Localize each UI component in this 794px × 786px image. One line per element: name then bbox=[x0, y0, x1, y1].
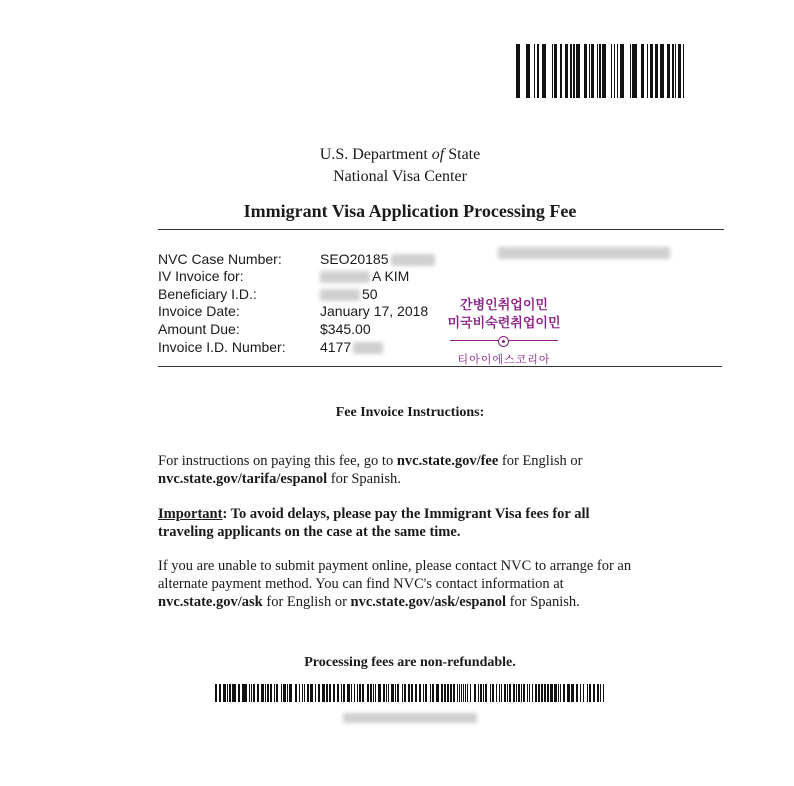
barcode-bar bbox=[535, 684, 537, 702]
barcode-bar bbox=[308, 684, 309, 702]
barcode-bar bbox=[660, 44, 664, 98]
barcode-bar bbox=[499, 684, 500, 702]
field-value: $345.00 bbox=[320, 321, 371, 337]
barcode-bar bbox=[430, 684, 431, 702]
para-text: If you are unable to submit payment online, please contact NVC to arrange for an alternate payment method. You can find NVC's contact information at bbox=[158, 558, 632, 592]
barcode-bar bbox=[501, 684, 502, 702]
barcode-bar bbox=[453, 684, 455, 702]
spanish-fee-link[interactable]: nvc.state.gov/tarifa/espanol bbox=[158, 471, 328, 487]
fee-link[interactable]: nvc.state.gov/fee bbox=[396, 453, 499, 469]
barcode-bar bbox=[362, 684, 364, 702]
barcode-bar bbox=[534, 44, 535, 98]
barcode-bar bbox=[357, 684, 358, 702]
non-refundable-note: Processing fees are non-refundable. bbox=[304, 655, 516, 670]
barcode-bar bbox=[507, 684, 508, 702]
barcode-bar bbox=[258, 684, 259, 702]
barcode-bar bbox=[496, 684, 497, 702]
barcode-bar bbox=[441, 684, 442, 702]
barcode-bar bbox=[583, 684, 585, 702]
bottom-barcode bbox=[215, 684, 605, 702]
barcode-bar bbox=[597, 44, 598, 98]
barcode-bar bbox=[527, 684, 528, 702]
ask-spanish-link[interactable]: nvc.state.gov/ask/espanol bbox=[350, 594, 507, 610]
barcode-bar bbox=[274, 684, 275, 702]
barcode-bar bbox=[397, 684, 399, 702]
barcode-bar bbox=[411, 684, 413, 702]
barcode-bar bbox=[392, 684, 394, 702]
barcode-bar bbox=[483, 684, 484, 702]
barcode-bar bbox=[560, 44, 563, 98]
barcode-bar bbox=[344, 684, 345, 702]
barcode-bar bbox=[551, 684, 552, 702]
barcode-bar bbox=[526, 44, 530, 98]
barcode-bar bbox=[315, 684, 317, 702]
barcode-bar bbox=[683, 44, 684, 98]
barcode-bar bbox=[513, 684, 514, 702]
para-text: for Spanish. bbox=[506, 594, 580, 610]
field-label: Beneficiary I.D.: bbox=[158, 286, 257, 302]
watermark-stamp bbox=[430, 297, 578, 367]
barcode-bar bbox=[655, 44, 658, 98]
barcode-bar bbox=[290, 684, 292, 702]
instructions-heading: Fee Invoice Instructions: bbox=[335, 405, 485, 420]
barcode-bar bbox=[675, 44, 676, 98]
barcode-bar bbox=[570, 44, 571, 98]
barcode-bar bbox=[537, 44, 540, 98]
stamp-divider bbox=[430, 335, 578, 347]
top-divider bbox=[158, 229, 724, 230]
barcode-bar bbox=[359, 684, 360, 702]
barcode-bar bbox=[419, 684, 421, 702]
barcode-bar bbox=[445, 684, 446, 702]
barcode-bar bbox=[672, 44, 673, 98]
barcode-bar bbox=[425, 684, 427, 702]
barcode-bar bbox=[542, 44, 546, 98]
barcode-bar bbox=[552, 44, 553, 98]
important-text: : To avoid delays, please pay the Immigrant Visa fees for all traveling applicants on the case at the same time. bbox=[158, 506, 590, 540]
top-barcode bbox=[516, 44, 686, 98]
redacted-value bbox=[320, 271, 370, 283]
redacted-footer-text bbox=[343, 713, 477, 723]
barcode-bar bbox=[368, 684, 369, 702]
para-text: for Spanish. bbox=[327, 471, 401, 487]
barcode-bar bbox=[404, 684, 406, 702]
barcode-bar bbox=[521, 684, 522, 702]
paragraph-payment-instructions bbox=[158, 452, 618, 488]
barcode-bar bbox=[568, 684, 570, 702]
paragraph-important bbox=[158, 505, 628, 541]
barcode-bar bbox=[295, 684, 297, 702]
barcode-bar bbox=[523, 684, 525, 702]
barcode-bar bbox=[584, 44, 587, 98]
center-heading: National Visa Center bbox=[333, 168, 467, 185]
barcode-bar bbox=[395, 684, 396, 702]
barcode-bar bbox=[276, 684, 278, 702]
barcode-bar bbox=[480, 684, 482, 702]
barcode-bar bbox=[262, 684, 264, 702]
redacted-value bbox=[391, 254, 435, 266]
barcode-bar bbox=[253, 684, 255, 702]
barcode-bar bbox=[555, 684, 556, 702]
barcode-bar bbox=[589, 684, 591, 702]
barcode-bar bbox=[238, 684, 240, 702]
barcode-bar bbox=[304, 684, 305, 702]
field-value-text: SEO20185 bbox=[320, 251, 389, 267]
barcode-bar bbox=[467, 684, 468, 702]
barcode-bar bbox=[597, 684, 599, 702]
barcode-bar bbox=[547, 684, 549, 702]
barcode-bar bbox=[647, 44, 648, 98]
barcode-bar bbox=[219, 684, 221, 702]
field-label: NVC Case Number: bbox=[158, 251, 282, 267]
barcode-bar bbox=[617, 44, 618, 98]
department-of: of bbox=[431, 146, 445, 163]
barcode-bar bbox=[383, 684, 384, 702]
ask-link[interactable]: nvc.state.gov/ask bbox=[158, 594, 263, 610]
barcode-bar bbox=[447, 684, 448, 702]
field-value-text: 50 bbox=[362, 286, 378, 302]
barcode-bar bbox=[326, 684, 327, 702]
bottom-divider bbox=[158, 366, 722, 367]
field-value-text: 4177 bbox=[320, 339, 352, 355]
field-value-text: A KIM bbox=[372, 268, 410, 284]
barcode-bar bbox=[602, 44, 606, 98]
barcode-bar bbox=[281, 684, 282, 702]
barcode-bar bbox=[423, 684, 424, 702]
barcode-bar bbox=[299, 684, 300, 702]
barcode-bar bbox=[529, 684, 530, 702]
barcode-bar bbox=[319, 684, 320, 702]
barcode-bar bbox=[603, 684, 604, 702]
barcode-bar bbox=[478, 684, 479, 702]
stamp-line-2: 미국비숙련취업이민 bbox=[447, 316, 561, 331]
barcode-bar bbox=[229, 684, 230, 702]
barcode-bar bbox=[587, 684, 588, 702]
redacted-value bbox=[320, 289, 360, 301]
barcode-bar bbox=[667, 44, 670, 98]
field-label: Amount Due: bbox=[158, 321, 240, 337]
field-value bbox=[320, 250, 435, 268]
para-text: for English or bbox=[262, 594, 351, 610]
barcode-bar bbox=[432, 684, 434, 702]
barcode-bar bbox=[302, 684, 303, 702]
redacted-value bbox=[353, 342, 383, 354]
barcode-bar bbox=[492, 684, 494, 702]
barcode-bar bbox=[650, 44, 653, 98]
stamp-subtitle: 티아이에스코리아 bbox=[457, 353, 551, 366]
barcode-bar bbox=[678, 44, 681, 98]
para-text: For instructions on paying this fee, go to bbox=[158, 453, 397, 469]
important-label: Important bbox=[158, 506, 223, 522]
barcode-bar bbox=[589, 44, 590, 98]
barcode-bar bbox=[563, 684, 565, 702]
barcode-bar bbox=[485, 684, 487, 702]
barcode-bar bbox=[459, 684, 460, 702]
field-label: Invoice Date: bbox=[158, 303, 240, 319]
barcode-bar bbox=[600, 684, 601, 702]
barcode-bar bbox=[591, 44, 594, 98]
barcode-bar bbox=[337, 684, 339, 702]
barcode-bar bbox=[270, 684, 272, 702]
page-title: Immigrant Visa Application Processing Fee bbox=[243, 201, 577, 221]
barcode-bar bbox=[593, 684, 595, 702]
barcode-bar bbox=[560, 684, 561, 702]
department-text: U.S. Department bbox=[319, 146, 428, 163]
barcode-bar bbox=[641, 44, 644, 98]
barcode-bar bbox=[348, 684, 349, 702]
barcode-bar bbox=[329, 684, 331, 702]
barcode-bar bbox=[311, 684, 313, 702]
barcode-bar bbox=[542, 684, 543, 702]
barcode-bar bbox=[599, 44, 600, 98]
para-text: for English or bbox=[498, 453, 583, 469]
barcode-bar bbox=[234, 684, 236, 702]
barcode-bar bbox=[370, 684, 371, 702]
barcode-bar bbox=[518, 684, 519, 702]
barcode-bar bbox=[354, 684, 355, 702]
barcode-bar bbox=[558, 684, 559, 702]
barcode-bar bbox=[402, 684, 403, 702]
department-heading bbox=[230, 146, 570, 164]
barcode-bar bbox=[451, 684, 452, 702]
barcode-bar bbox=[565, 44, 568, 98]
barcode-bar bbox=[284, 684, 285, 702]
barcode-bar bbox=[351, 684, 352, 702]
barcode-bar bbox=[227, 684, 228, 702]
department-state: State bbox=[448, 146, 481, 163]
barcode-bar bbox=[323, 684, 325, 702]
barcode-bar bbox=[333, 684, 335, 702]
barcode-bar bbox=[408, 684, 410, 702]
barcode-bar bbox=[437, 684, 439, 702]
barcode-bar bbox=[267, 684, 269, 702]
barcode-bar bbox=[490, 684, 491, 702]
barcode-bar bbox=[245, 684, 247, 702]
barcode-bar bbox=[516, 684, 517, 702]
barcode-bar bbox=[215, 684, 217, 702]
field-value bbox=[320, 285, 378, 303]
barcode-bar bbox=[388, 684, 389, 702]
barcode-bar bbox=[554, 44, 557, 98]
barcode-bar bbox=[532, 684, 534, 702]
paragraph-alternate-payment bbox=[158, 557, 658, 611]
barcode-bar bbox=[416, 684, 417, 702]
barcode-bar bbox=[632, 44, 636, 98]
stamp-line-1: 간병인취업이민 bbox=[460, 298, 548, 313]
barcode-bar bbox=[576, 684, 578, 702]
barcode-bar bbox=[576, 44, 580, 98]
barcode-bar bbox=[516, 44, 520, 98]
redacted-block bbox=[498, 247, 670, 259]
field-value: January 17, 2018 bbox=[320, 303, 429, 319]
field-label: IV Invoice for: bbox=[158, 268, 244, 284]
barcode-bar bbox=[379, 684, 381, 702]
field-value bbox=[320, 267, 409, 285]
barcode-bar bbox=[470, 684, 472, 702]
barcode-bar bbox=[630, 44, 631, 98]
barcode-bar bbox=[614, 44, 615, 98]
barcode-bar bbox=[375, 684, 376, 702]
barcode-bar bbox=[620, 44, 624, 98]
field-label: Invoice I.D. Number: bbox=[158, 339, 286, 355]
barcode-bar bbox=[251, 684, 252, 702]
barcode-bar bbox=[580, 684, 581, 702]
barcode-bar bbox=[573, 44, 574, 98]
barcode-bar bbox=[572, 684, 574, 702]
barcode-bar bbox=[611, 44, 612, 98]
barcode-bar bbox=[474, 684, 476, 702]
barcode-bar bbox=[224, 684, 225, 702]
barcode-bar bbox=[341, 684, 342, 702]
barcode-bar bbox=[463, 684, 464, 702]
field-value bbox=[320, 338, 383, 356]
barcode-bar bbox=[509, 684, 511, 702]
